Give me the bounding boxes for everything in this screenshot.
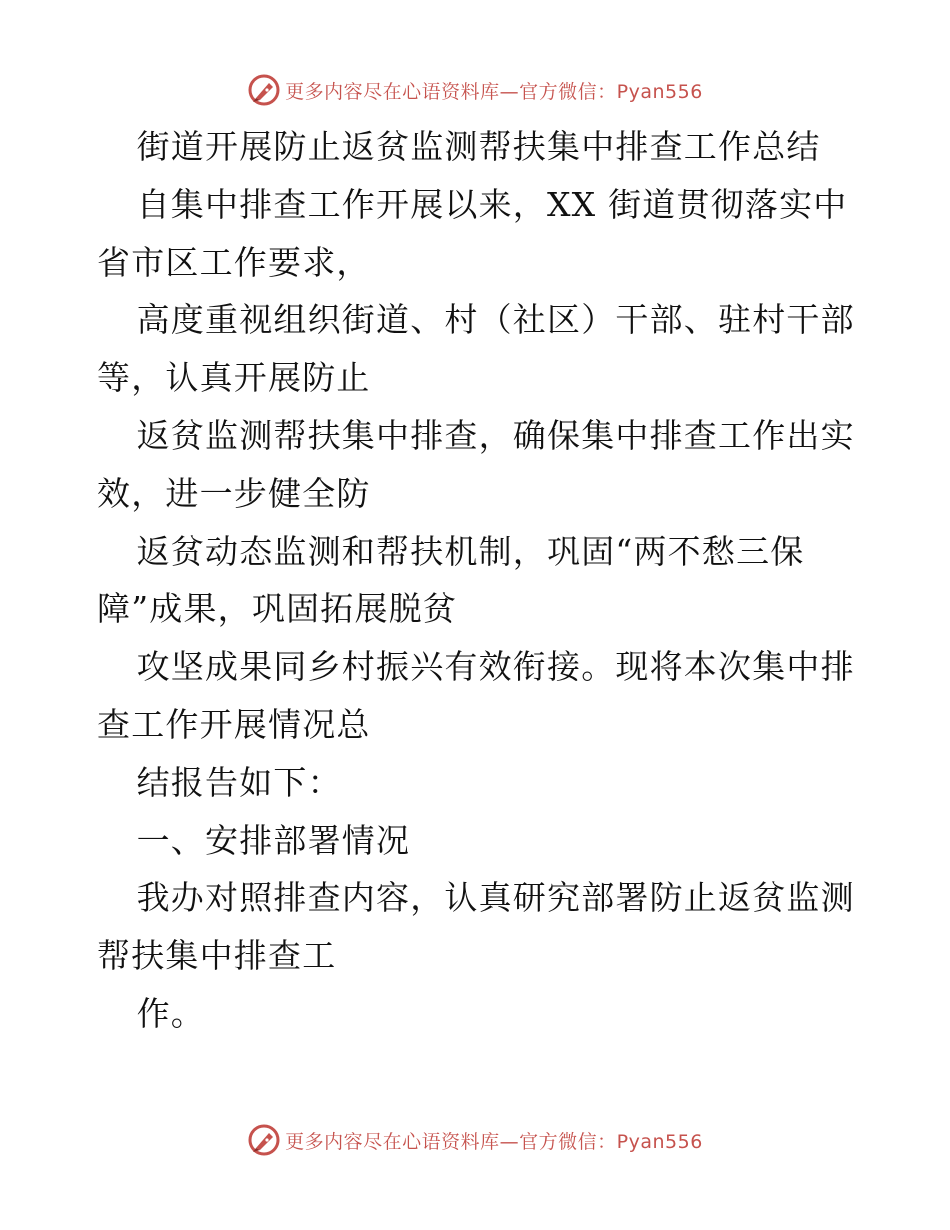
paragraph: 自集中排查工作开展以来，XX 街道贯彻落实中省市区工作要求， <box>97 184 848 282</box>
paragraph: 攻坚成果同乡村振兴有效衔接。现将本次集中排查工作开展情况总 <box>97 647 855 744</box>
paragraph: 我办对照排查内容，认真研究部署防止返贫监测帮扶集中排查工 <box>97 878 855 976</box>
paragraph: 高度重视组织街道、村（社区）干部、驻村干部等，认真开展防止 <box>97 300 855 398</box>
pen-nib-logo-icon <box>247 73 281 107</box>
paragraph: 作。 <box>136 993 205 1033</box>
pen-nib-logo-icon <box>247 1123 281 1157</box>
paragraph: 返贫监测帮扶集中排查，确保集中排查工作出实效，进一步健全防 <box>97 415 855 513</box>
watermark-text: 更多内容尽在心语资料库—官方微信：Pyan556 <box>285 1130 703 1153</box>
document-title: 街道开展防止返贫监测帮扶集中排查工作总结 <box>136 127 821 166</box>
watermark-text: 更多内容尽在心语资料库—官方微信：Pyan556 <box>285 80 703 103</box>
paragraph: 结报告如下： <box>136 762 342 802</box>
watermark-footer <box>0 1120 950 1160</box>
watermark-header <box>0 70 950 110</box>
section-heading: 一、安排部署情况 <box>136 820 411 860</box>
document-body <box>97 118 857 1043</box>
paragraph: 返贫动态监测和帮扶机制，巩固“两不愁三保障”成果，巩固拓展脱贫 <box>97 531 805 629</box>
